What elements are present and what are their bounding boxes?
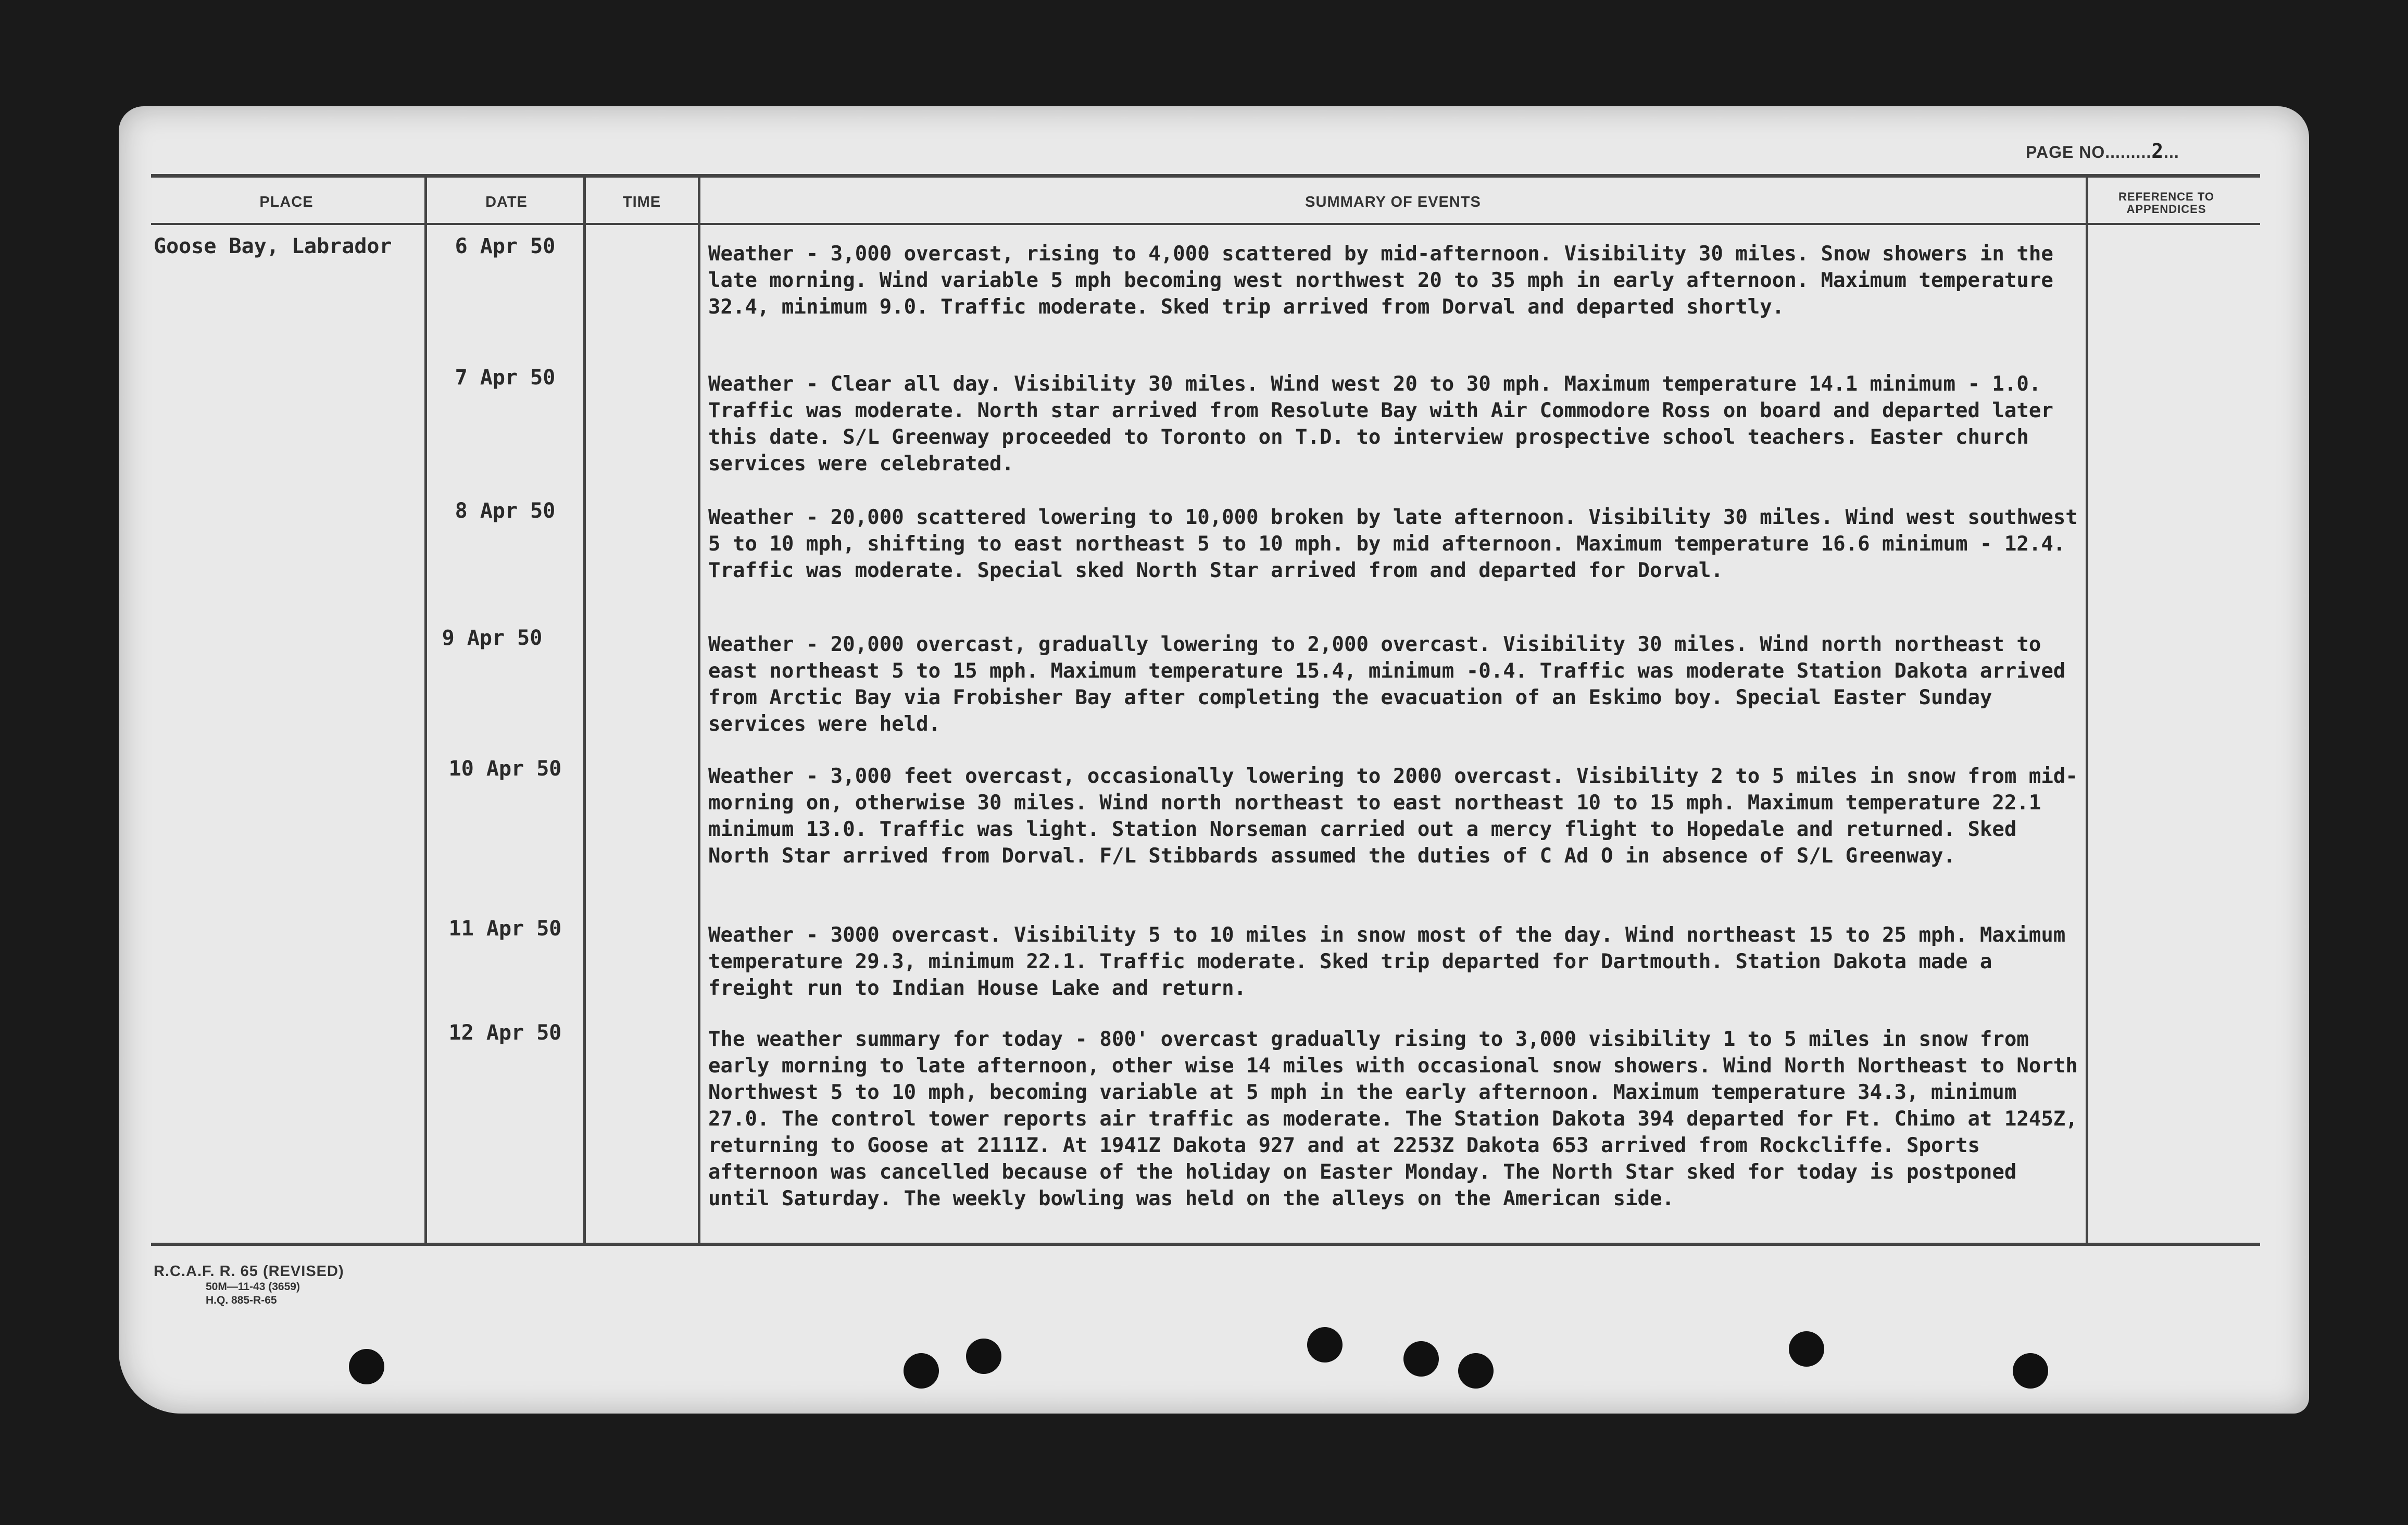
entry-date: 9 Apr 50 [442, 626, 543, 650]
header-date: DATE [485, 194, 528, 210]
place-value: Goose Bay, Labrador [154, 234, 392, 258]
entry-summary: Weather - 20,000 overcast, gradually lowering to 2,000 overcast. Visibility 30 miles. Wind north northeast to east northeast 5 to 15 mph. Maximum temperature 15.4, minimum -0.4. Traffic was moderate Station Dakota arrived from Arctic Bay via Frobisher Bay after completing the evacuation of an Eskimo boy. Special Easter Sunday services were held. [708, 633, 2066, 736]
entry-summary: Weather - Clear all day. Visibility 30 miles. Wind west 20 to 30 mph. Maximum temperature 14.1 minimum - 1.0. Traffic was moderate. North star arrived from Resolute Bay with Air Commodore Ross on board and departed later this date. S/L Greenway proceeded to Toronto on T.D. to interview prospective school teachers. Easter church services were celebrated. [708, 372, 2053, 476]
entry-summary: Weather - 3,000 feet overcast, occasionally lowering to 2000 overcast. Visibility 2 to 5 miles in snow from mid-morning on, otherwise 30 miles. Wind north northeast to east northeast 10 to 15 mph. Maximum temperature 22.1 minimum 13.0. Traffic was light. Station Norseman carried out a mercy flight to Hopedale and returned. Sked North Star arrived from Dorval. F/L Stibbards assumed the duties of C Ad O in absence of S/L Greenway. [708, 765, 2078, 868]
entry-date: 11 Apr 50 [448, 917, 562, 941]
entry-date: 8 Apr 50 [455, 499, 556, 523]
form-identifier [154, 1263, 344, 1307]
entry-summary: Weather - 20,000 scattered lowering to 10,000 broken by late afternoon. Visibility 30 miles. Wind west southwest 5 to 10 mph, shifting to east northeast 5 to 10 mph. by mid afternoon. Maximum temperature 16.6 minimum - 12.4. Traffic was moderate. Special sked North Star arrived from and departed for Dorval. [708, 506, 2078, 582]
entry-date: 10 Apr 50 [448, 757, 562, 781]
page-number: PAGE NO.........2... [2026, 140, 2179, 162]
header-summary: SUMMARY OF EVENTS [1305, 194, 1481, 210]
entry-date: 6 Apr 50 [455, 234, 556, 258]
entry-date: 7 Apr 50 [455, 366, 556, 390]
punch-hole [2013, 1353, 2048, 1389]
header-reference: REFERENCE TO APPENDICES [2118, 190, 2214, 216]
page-number-value: 2 [2151, 140, 2164, 162]
top-rule [151, 174, 2260, 178]
punch-hole [904, 1353, 939, 1389]
entry-summary: Weather - 3,000 overcast, rising to 4,000 scattered by mid-afternoon. Visibility 30 miles. Snow showers in the late morning. Wind variable 5 mph becoming west northwest 20 to 35 mph in early afternoon. Maximum temperature 32.4, minimum 9.0. Traffic moderate. Sked trip arrived from Dorval and departed shortly. [708, 242, 2053, 319]
header-place: PLACE [259, 194, 313, 210]
header-bottom-rule [151, 223, 2260, 225]
entry-date: 12 Apr 50 [448, 1021, 562, 1045]
punch-hole [1307, 1327, 1343, 1362]
punch-hole [349, 1349, 384, 1384]
bottom-rule [151, 1243, 2260, 1246]
punch-hole [1403, 1341, 1439, 1377]
header-time: TIME [622, 194, 661, 210]
form-hq-code: H.Q. 885-R-65 [206, 1294, 277, 1306]
entry-summary: The weather summary for today - 800' overcast gradually rising to 3,000 visibility 1 to 5 miles in snow from early morning to late afternoon, other wise 14 miles with occasional snow showers. Wind North Northeast to North Northwest 5 to 10 mph, becoming variable at 5 mph in the early afternoon. Maximum temperature 34.3, minimum 27.0. The control tower reports air traffic as moderate. The Station Dakota 394 departed for Ft. Chimo at 1245Z, returning to Goose at 2111Z. At 1941Z Dakota 927 and at 2253Z Dakota 653 arrived from Rockcliffe. Sports afternoon was cancelled because of the holiday on Easter Monday. The North Star sked for today is postponed until Saturday. The weekly bowling was held on the alleys on the American side. [708, 1028, 2078, 1210]
form-print-code: 50M—11-43 (3659) [206, 1281, 300, 1293]
col-divider-date [583, 176, 586, 1245]
form-number: R.C.A.F. R. 65 (REVISED) [154, 1263, 344, 1280]
col-divider-time [698, 176, 700, 1245]
entry-summary: Weather - 3000 overcast. Visibility 5 to 10 miles in snow most of the day. Wind northeast 15 to 25 mph. Maximum temperature 29.3, minimum 22.1. Traffic moderate. Sked trip departed for Dartmouth. Station Dakota made a freight run to Indian House Lake and return. [708, 923, 2066, 1000]
col-divider-place [424, 176, 427, 1245]
punch-hole [966, 1339, 1001, 1374]
punch-hole [1789, 1331, 1824, 1367]
punch-hole [1458, 1353, 1494, 1389]
